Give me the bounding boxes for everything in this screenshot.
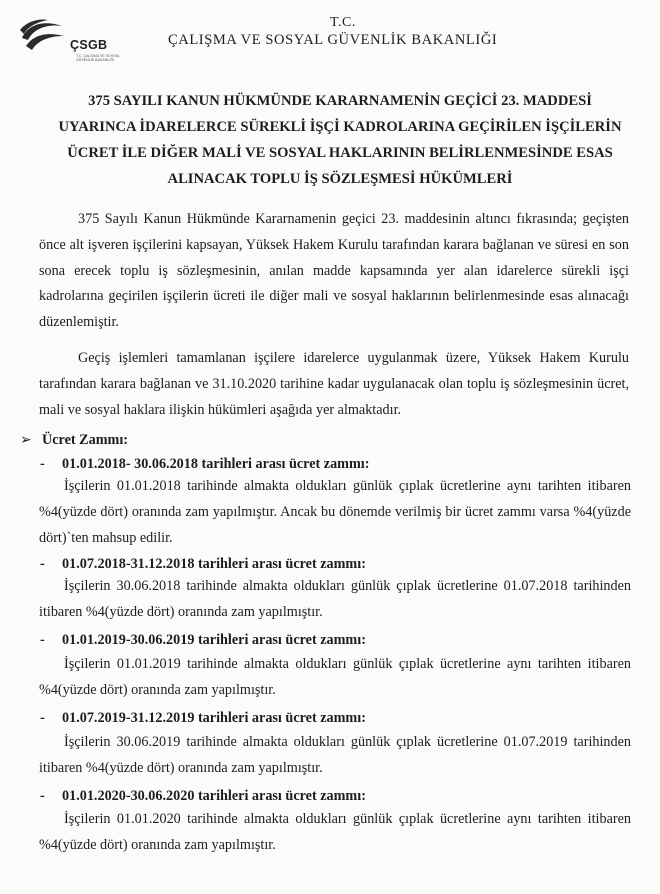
header-tc: T.C. <box>330 15 356 30</box>
dash-bullet: - <box>40 556 45 572</box>
csgb-logo <box>18 16 136 76</box>
scope-paragraph-text: Geçiş işlemleri tamamlanan işçilere idarelerce uygulanmak üzere, Yüksek Hakem Kurulu tarafından karara bağlanan ve 31.10.2020 tarihine kadar uygulanacak olan toplu iş sözleşmesinin ücret, mali ve sosyal haklara ilişkin hükümleri aşağıda yer almaktadır. <box>39 350 629 418</box>
dash-bullet: - <box>40 456 45 472</box>
item-body-text: İşçilerin 30.06.2019 tarihinde almakta oldukları günlük çıplak ücretlerine 01.07.2019 tarihinden itibaren %4(yüzde dört) oranında zam yapılmıştır. <box>39 734 631 776</box>
item-body <box>39 806 631 858</box>
title-line: ÜCRET İLE DİĞER MALİ VE SOSYAL HAKLARININ BELİRLENMESİNDE ESAS <box>67 145 613 161</box>
item-body-text: İşçilerin 30.06.2018 tarihinde almakta oldukları günlük çıplak ücretlerine 01.07.2018 tarihinden itibaren %4(yüzde dört) oranında zam yapılmıştır. <box>39 578 631 620</box>
item-body <box>39 729 631 781</box>
item-label: 01.01.2018- 30.06.2018 tarihleri arası ücret zammı: <box>62 456 370 472</box>
logo-subtext: T.C. ÇALIŞMA VE SOSYAL GÜVENLİK BAKANLIĞI <box>76 54 120 63</box>
title-line: 375 SAYILI KANUN HÜKMÜNDE KARARNAMENİN GEÇİCİ 23. MADDESİ <box>88 93 592 109</box>
item-label: 01.07.2018-31.12.2018 tarihleri arası ücret zammı: <box>62 556 366 572</box>
list-item <box>40 632 366 649</box>
header-ministry: ÇALIŞMA VE SOSYAL GÜVENLİK BAKANLIĞI <box>168 32 498 48</box>
arrow-bullet-icon: ➢ <box>20 432 32 448</box>
list-item <box>40 788 366 805</box>
logo-text: ÇSGB <box>70 38 108 52</box>
scope-paragraph <box>39 346 629 423</box>
item-body <box>39 573 631 625</box>
dash-bullet: - <box>40 710 45 726</box>
dash-bullet: - <box>40 632 45 648</box>
list-item <box>40 556 366 573</box>
logo-mark-icon <box>18 16 68 56</box>
item-body <box>39 473 631 551</box>
item-label: 01.07.2019-31.12.2019 tarihleri arası ücret zammı: <box>62 710 366 726</box>
item-label: 01.01.2020-30.06.2020 tarihleri arası ücret zammı: <box>62 788 366 804</box>
item-label: 01.01.2019-30.06.2019 tarihleri arası ücret zammı: <box>62 632 366 648</box>
list-item <box>40 456 369 473</box>
item-body-text: İşçilerin 01.01.2019 tarihinde almakta oldukları günlük çıplak ücretlerine aynı tarihten itibaren %4(yüzde dört) oranında zam yapılmıştır. <box>39 656 631 698</box>
item-body-text: İşçilerin 01.01.2018 tarihinde almakta oldukları günlük çıplak ücretlerine aynı tarihten itibaren %4(yüzde dört) oranında zam yapılmıştır. Ancak bu dönemde verilmiş bir ücret zammı varsa %4(yüzde dört)`ten mahsup edilir. <box>39 478 631 546</box>
list-item <box>40 710 366 727</box>
item-body <box>39 651 631 703</box>
document-title <box>40 88 640 192</box>
intro-paragraph-text: 375 Sayılı Kanun Hükmünde Kararnamenin geçici 23. maddesinin altıncı fıkrasında; geçişten önce alt işveren işçilerini kapsayan, Yüksek Hakem Kurulu tarafından karara bağlanan ve süresi en son sona erecek toplu iş sözleşmesinin, anılan madde kapsamında yer alan idarelerce sürekli işçi kadrolarına geçirilen işçilerin ücreti ile diğer mali ve sosyal haklarının belirlenmesinde esas alınacağı düzenlemiştir. <box>39 211 629 331</box>
item-body-text: İşçilerin 01.01.2020 tarihinde almakta oldukları günlük çıplak ücretlerine aynı tarihten itibaren %4(yüzde dört) oranında zam yapılmıştır. <box>39 811 631 853</box>
intro-paragraph <box>39 207 629 336</box>
section-title: Ücret Zammı: <box>42 432 129 448</box>
dash-bullet: - <box>40 788 45 804</box>
title-line: UYARINCA İDARELERCE SÜREKLİ İŞÇİ KADROLARINA GEÇİRİLEN İŞÇİLERİN <box>58 119 622 135</box>
section-heading <box>20 432 128 449</box>
title-line: ALINACAK TOPLU İŞ SÖZLEŞMESİ HÜKÜMLERİ <box>167 171 513 187</box>
